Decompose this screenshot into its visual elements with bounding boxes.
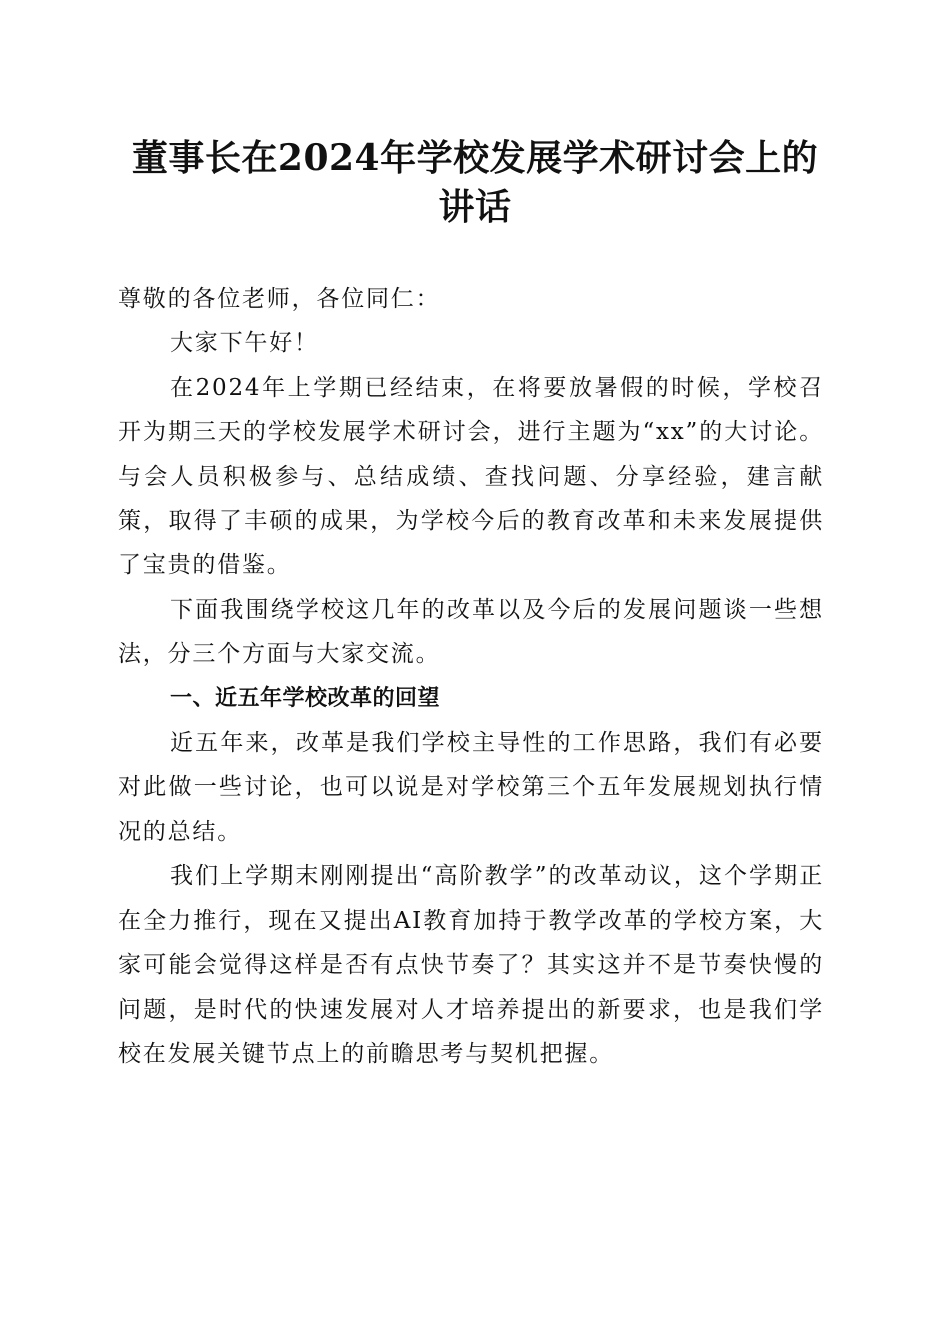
paragraph: 我们上学期末刚刚提出“高阶教学”的改革动议，这个学期正在全力推行，现在又提出AI教育加持于教学改革的学校方案，大家可能会觉得这样是否有点快节奏了？其实这并不是节奏快慢的问题，是时代的快速发展对人才培养提出的新要求，也是我们学校在发展关键节点上的前瞻思考与契机把握。 — [118, 863, 824, 1067]
document-body — [118, 277, 824, 1076]
paragraph: 近五年来，改革是我们学校主导性的工作思路，我们有必要对此做一些讨论，也可以说是对学校第三个五年发展规划执行情况的总结。 — [118, 730, 824, 845]
paragraph: 在2024年上学期已经结束，在将要放暑假的时候，学校召开为期三天的学校发展学术研讨会，进行主题为“xx”的大讨论。与会人员积极参与、总结成绩、查找问题、分享经验，建言献策，取得了丰硕的成果，为学校今后的教育改革和未来发展提供了宝贵的借鉴。 — [118, 374, 824, 579]
paragraph: 下面我围绕学校这几年的改革以及今后的发展问题谈一些想法，分三个方面与大家交流。 — [118, 596, 824, 668]
salutation: 尊敬的各位老师，各位同仁： — [118, 286, 441, 312]
document-title: 董事长在2024年学校发展学术研讨会上的讲话 — [131, 137, 819, 228]
section-heading: 一、近五年学校改革的回望 — [170, 685, 441, 711]
greeting: 大家下午好！ — [170, 330, 319, 357]
